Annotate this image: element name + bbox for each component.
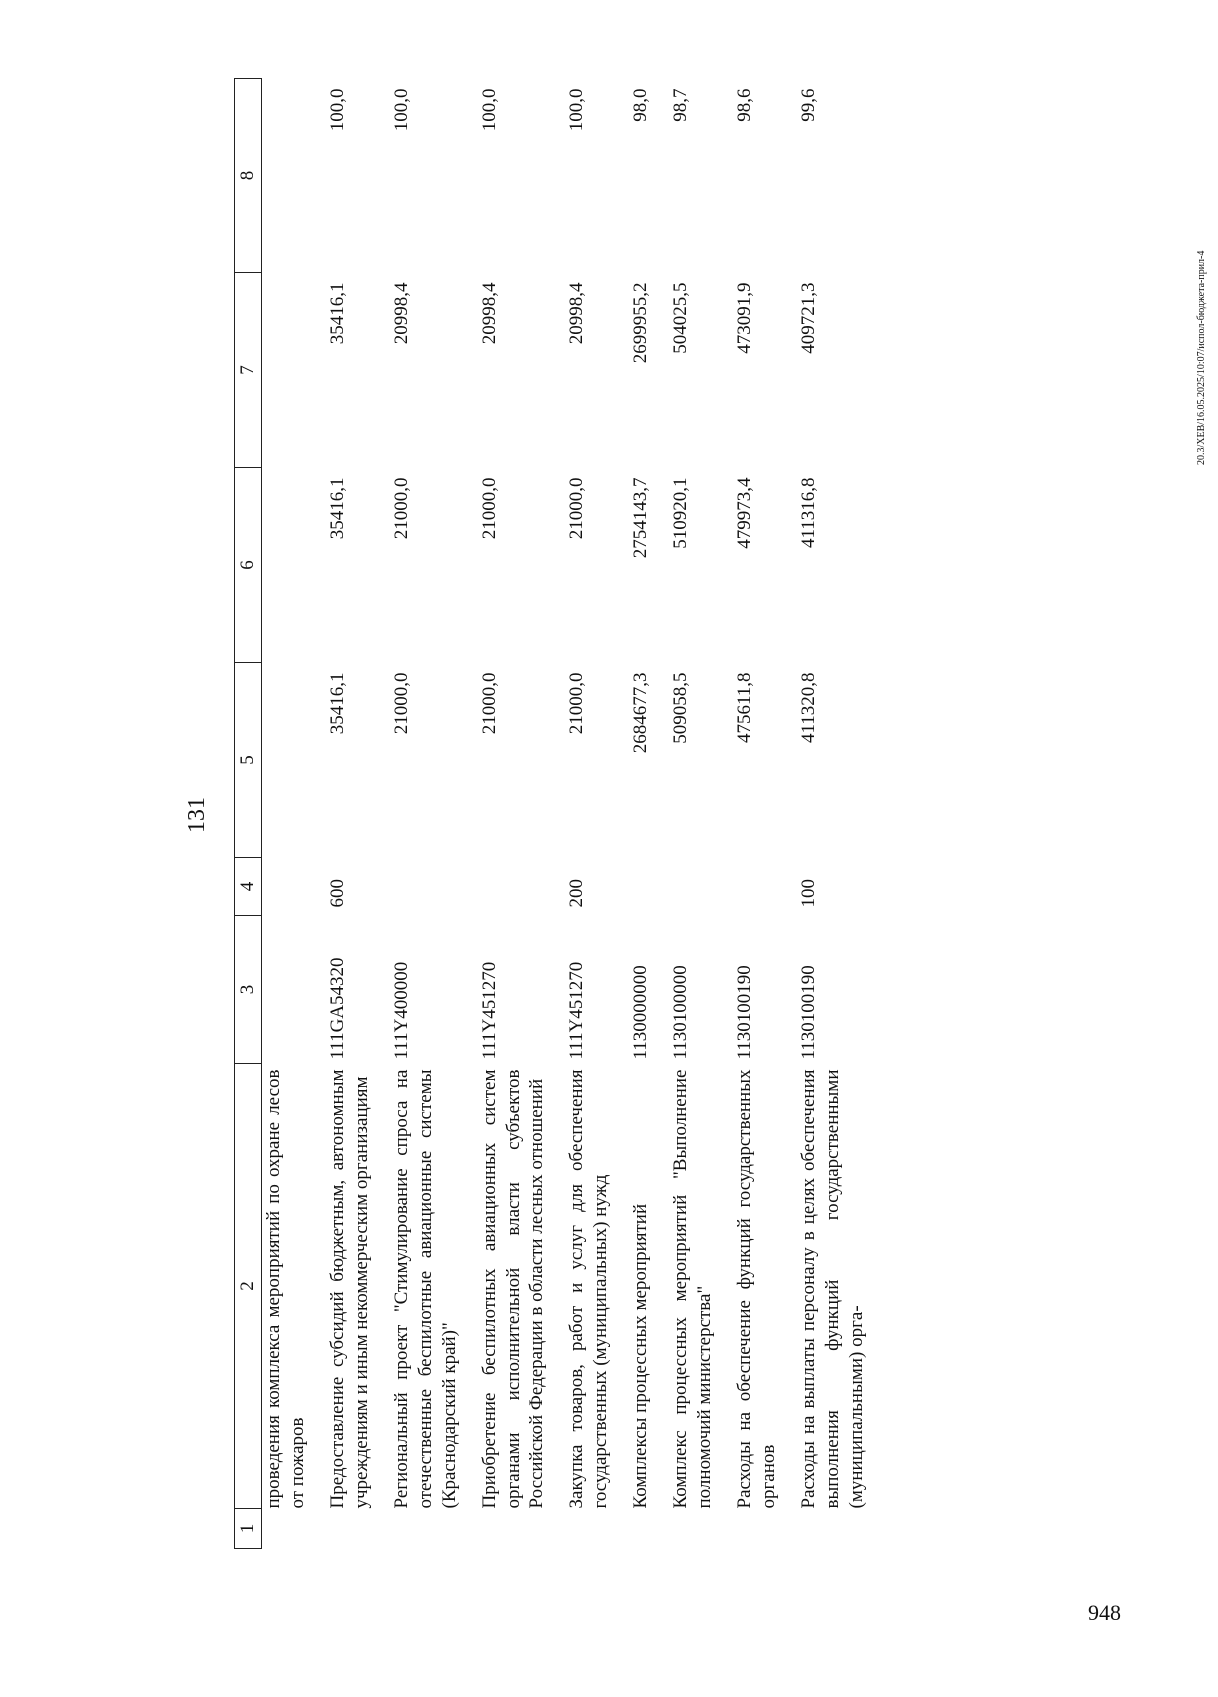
- cell-executed: 35416,1: [326, 282, 348, 345]
- cell-vr: [262, 858, 326, 916]
- cell-executed: 20998,4: [478, 282, 500, 345]
- cell-executed: [262, 273, 326, 468]
- cell-name: проведения комплекса мероприятий по охране лесов от пожаров: [263, 1069, 308, 1509]
- cell-col1: [262, 1509, 326, 1549]
- page-number: 131: [184, 797, 210, 833]
- cell-executed: 20998,4: [390, 282, 412, 345]
- cell-executed: 2699955,2: [630, 282, 652, 364]
- cell-col1: [390, 1509, 478, 1549]
- cell-plan: 21000,0: [478, 672, 500, 735]
- table-row: [733, 79, 797, 1549]
- cell-code: 1130100190: [797, 965, 819, 1060]
- sheet-number: 948: [1088, 1600, 1121, 1625]
- column-header: 7: [235, 273, 262, 468]
- cell-col1: [629, 1509, 669, 1549]
- cell-refined: 21000,0: [566, 477, 588, 540]
- table-row: [326, 79, 390, 1549]
- cell-executed: 473091,9: [734, 282, 756, 354]
- cell-vr: 200: [566, 879, 588, 908]
- cell-plan: 21000,0: [566, 672, 588, 735]
- cell-col1: [478, 1509, 566, 1549]
- cell-percent: 98,0: [630, 88, 652, 122]
- cell-percent: 100,0: [478, 88, 500, 132]
- column-header: 5: [235, 663, 262, 858]
- cell-executed: 504025,5: [670, 282, 692, 354]
- cell-plan: 35416,1: [326, 672, 348, 735]
- cell-code: [262, 916, 326, 1064]
- cell-refined: [262, 468, 326, 663]
- cell-plan: 2684677,3: [630, 672, 652, 754]
- table-row: [390, 79, 478, 1549]
- cell-col1: [797, 1509, 885, 1549]
- cell-col1: [733, 1509, 797, 1549]
- cell-name: Комплексы процессных мероприятий: [630, 1203, 652, 1509]
- cell-vr: [733, 858, 797, 916]
- column-header: 1: [235, 1509, 262, 1549]
- cell-code: 1130100190: [734, 965, 756, 1060]
- column-header: 8: [235, 79, 262, 273]
- cell-name: Предоставление субсидий бюджетным, автономным учреждениям и иным некоммерческим организациям: [326, 1069, 372, 1509]
- cell-percent: 98,7: [670, 88, 692, 122]
- cell-name: Комплекс процессных мероприятий "Выполнение полномочий министерства": [670, 1069, 716, 1509]
- cell-vr: [390, 858, 478, 916]
- table-row: [565, 79, 629, 1549]
- header-row: [235, 79, 262, 1549]
- cell-percent: 99,6: [797, 88, 819, 122]
- cell-refined: 479973,4: [734, 477, 756, 549]
- cell-vr: [629, 858, 669, 916]
- cell-plan: 475611,8: [734, 672, 756, 744]
- cell-name: Расходы на выплаты персоналу в целях обеспечения выполнения функций государственными (муниципальными) орга-: [797, 1069, 867, 1509]
- cell-executed: 20998,4: [566, 282, 588, 345]
- column-header: 6: [235, 468, 262, 663]
- cell-refined: 411316,8: [797, 477, 819, 549]
- cell-vr: 600: [326, 879, 348, 908]
- cell-refined: 510920,1: [670, 477, 692, 549]
- table-row: [797, 79, 885, 1549]
- cell-percent: 100,0: [390, 88, 412, 132]
- cell-percent: [262, 79, 326, 273]
- cell-percent: 100,0: [326, 88, 348, 132]
- cell-vr: [478, 858, 566, 916]
- cell-executed: 409721,3: [797, 282, 819, 354]
- cell-vr: [669, 858, 733, 916]
- cell-refined: 21000,0: [478, 477, 500, 540]
- cell-code: 1130100000: [670, 965, 692, 1060]
- table-row: [478, 79, 566, 1549]
- cell-col1: [565, 1509, 629, 1549]
- cell-name: Региональный проект "Стимулирование спроса на отечественные беспилотные авиационные системы (Краснодарский край)": [390, 1069, 460, 1509]
- cell-refined: 21000,0: [390, 477, 412, 540]
- column-header: 2: [235, 1064, 262, 1509]
- cell-refined: 2754143,7: [630, 477, 652, 559]
- column-header: 4: [235, 858, 262, 916]
- footer-document-code: 20.3/XEB/16.05.2025/10:07/испол-бюджета-прил-4: [1196, 250, 1207, 465]
- table-row: [262, 79, 326, 1549]
- cell-plan: 21000,0: [390, 672, 412, 735]
- cell-name: Приобретение беспилотных авиационных систем органами исполнительной власти субъектов Российской Федерации в области лесных отношений: [478, 1069, 548, 1509]
- cell-code: 111Y451270: [566, 961, 588, 1060]
- budget-table: [234, 78, 885, 1549]
- cell-percent: 98,6: [734, 88, 756, 122]
- cell-name: Расходы на обеспечение функций государственных органов: [734, 1069, 779, 1509]
- cell-refined: 35416,1: [326, 477, 348, 540]
- cell-code: 111Y400000: [390, 961, 412, 1060]
- cell-code: 1130000000: [630, 965, 652, 1060]
- table-row: [669, 79, 733, 1549]
- cell-col1: [669, 1509, 733, 1549]
- cell-code: 111Y451270: [478, 961, 500, 1060]
- cell-plan: 509058,5: [670, 672, 692, 744]
- cell-plan: [262, 663, 326, 858]
- cell-col1: [326, 1509, 390, 1549]
- rotated-page: [148, 25, 1218, 1585]
- cell-vr: 100: [797, 879, 819, 908]
- column-header: 3: [235, 916, 262, 1064]
- table-row: [629, 79, 669, 1549]
- cell-name: Закупка товаров, работ и услуг для обеспечения государственных (муниципальных) нужд: [566, 1069, 612, 1509]
- cell-percent: 100,0: [566, 88, 588, 132]
- cell-code: 111GA54320: [326, 957, 348, 1060]
- cell-plan: 411320,8: [797, 672, 819, 744]
